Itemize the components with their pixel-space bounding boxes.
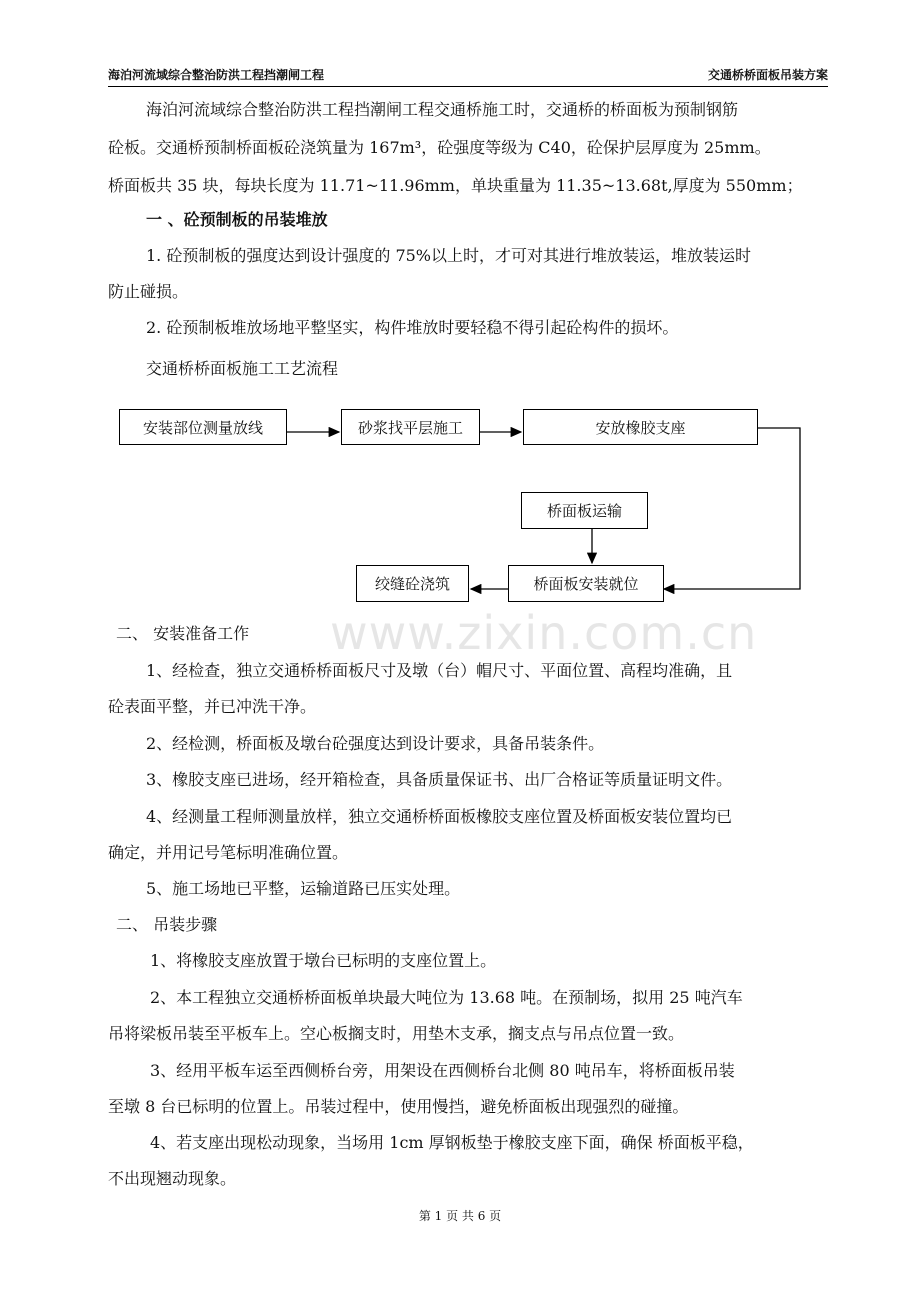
section-2-item-2: 2、经检测，桥面板及墩台砼强度达到设计要求，具备吊装条件。 — [146, 734, 605, 753]
section-3-item-4: 4、若支座出现松动现象，当场用 1cm 厚钢板垫于橡胶支座下面，确保 桥面板平稳， — [150, 1133, 754, 1152]
section-1-item-1-cont: 防止碰损。 — [108, 282, 189, 301]
section-3-item-2: 2、本工程独立交通桥桥面板单块最大吨位为 13.68 吨。在预制场，拟用 25 吨汽车 — [150, 988, 743, 1007]
section-3-item-3-cont: 至墩 8 台已标明的位置上。吊装过程中，使用慢挡，避免桥面板出现强烈的碰撞。 — [108, 1097, 689, 1116]
intro-line-2: 砼板。交通桥预制桥面板砼浇筑量为 167m³，砼强度等级为 C40，砼保护层厚度为 25mm。 — [108, 138, 771, 157]
arrow-bearing-to-install — [664, 428, 800, 589]
section-2-item-4: 4、经测量工程师测量放样，独立交通桥桥面板橡胶支座位置及桥面板安装位置均已 — [146, 807, 733, 826]
section-3-item-2-cont: 吊将梁板吊装至平板车上。空心板搁支时，用垫木支承，搁支点与吊点位置一致。 — [108, 1024, 685, 1043]
section-3-item-1: 1、将橡胶支座放置于墩台已标明的支座位置上。 — [150, 951, 497, 970]
section-3-heading: 二、 吊装步骤 — [116, 915, 218, 934]
flow-step-grout: 绞缝砼浇筑 — [356, 565, 469, 602]
section-2-item-3: 3、橡胶支座已进场，经开箱检查，具备质量保证书、出厂合格证等质量证明文件。 — [146, 770, 733, 789]
section-1-item-2: 2. 砼预制板堆放场地平整坚实，构件堆放时要轻稳不得引起砼构件的损坏。 — [146, 318, 679, 337]
section-2-item-1-cont: 砼表面平整，并已冲洗干净。 — [108, 697, 317, 716]
page-footer: 第 1 页 共 6 页 — [418, 1209, 502, 1223]
watermark: www.zixin.com.cn — [330, 606, 758, 660]
section-2-item-4-cont: 确定，并用记号笔标明准确位置。 — [108, 843, 349, 862]
section-1-item-1: 1. 砼预制板的强度达到设计强度的 75%以上时，才可对其进行堆放装运，堆放装运时 — [146, 246, 752, 265]
section-3-item-3: 3、经用平板车运至西侧桥台旁，用架设在西侧桥台北侧 80 吨吊车，将桥面板吊装 — [150, 1061, 735, 1080]
section-2-item-1: 1、经检查，独立交通桥桥面板尺寸及墩（台）帽尺寸、平面位置、高程均准确，且 — [146, 661, 733, 680]
section-2-heading: 二、 安装准备工作 — [116, 624, 250, 643]
section-2-item-5: 5、施工场地已平整，运输道路已压实处理。 — [146, 879, 461, 898]
flow-caption: 交通桥桥面板施工工艺流程 — [146, 359, 339, 378]
flow-step-bearing: 安放橡胶支座 — [523, 409, 758, 445]
intro-line-3: 桥面板共 35 块，每块长度为 11.71~11.96mm，单块重量为 11.35~13.68t,厚度为 550mm； — [108, 176, 803, 195]
flow-step-install: 桥面板安装就位 — [508, 565, 664, 602]
flow-step-survey: 安装部位测量放线 — [119, 409, 287, 445]
header-project-title: 海泊河流域综合整治防洪工程挡潮闸工程 — [108, 68, 325, 82]
section-3-item-4-cont: 不出现翘动现象。 — [108, 1169, 237, 1188]
flow-step-mortar: 砂浆找平层施工 — [341, 409, 480, 445]
header-doc-title: 交通桥桥面板吊装方案 — [707, 68, 828, 82]
intro-line-1: 海泊河流域综合整治防洪工程挡潮闸工程交通桥施工时，交通桥的桥面板为预制钢筋 — [146, 100, 739, 119]
flow-step-transport: 桥面板运输 — [521, 492, 648, 529]
section-1-heading: 一 、砼预制板的吊装堆放 — [146, 210, 328, 229]
